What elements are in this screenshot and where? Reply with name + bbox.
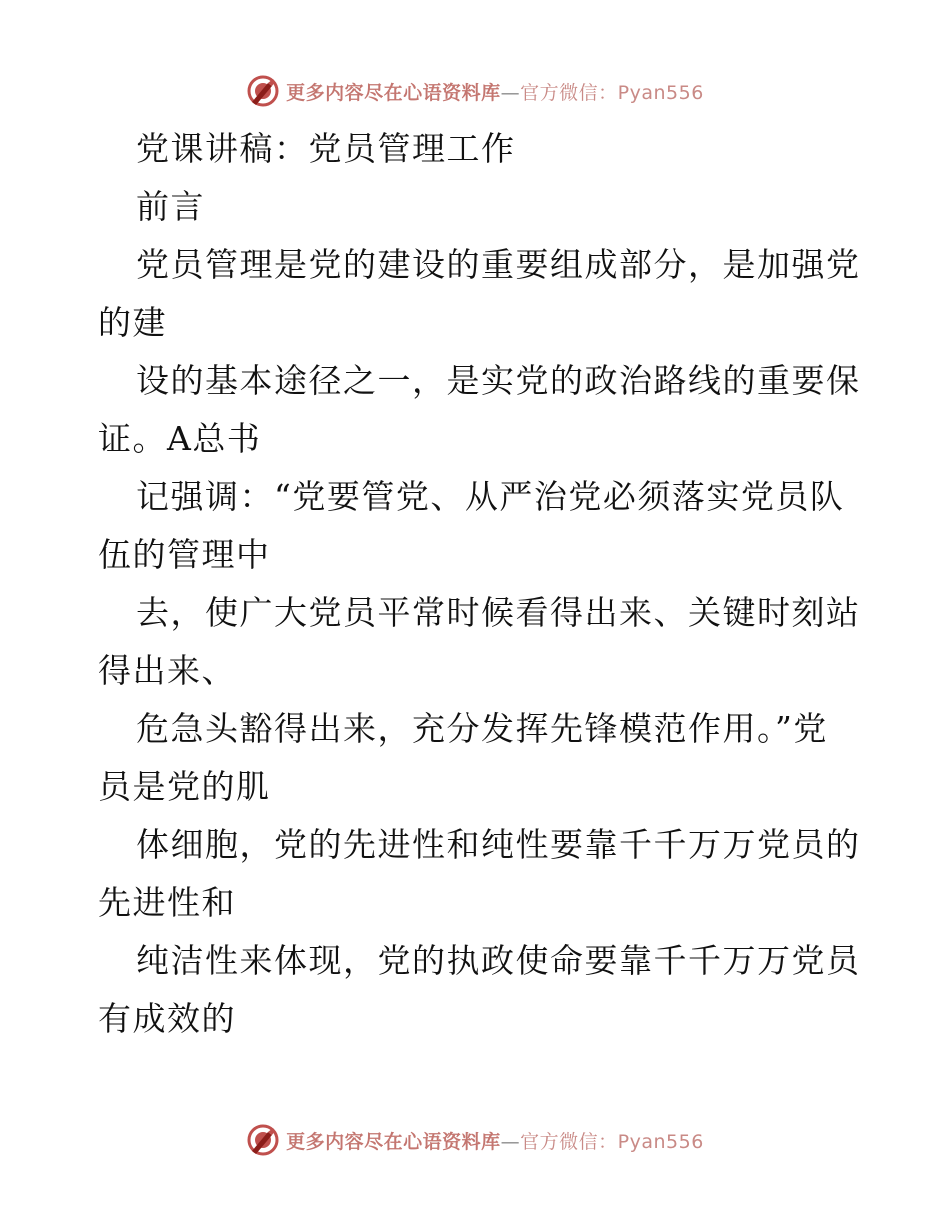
document-body — [98, 120, 861, 1048]
header-site-text: 更多内容尽在心语资料库 — [286, 81, 501, 104]
document-title: 党课讲稿：党员管理工作 — [136, 129, 516, 168]
paragraph-line: 危急头豁得出来，充分发挥先锋模范作用。”党 — [136, 709, 828, 748]
header-wechat-text: 官方微信：Pyan556 — [520, 81, 704, 104]
header-banner-text — [286, 78, 704, 105]
paragraph-line: 党员管理是党的建设的重要组成部分，是加强党 — [136, 245, 861, 284]
header-separator: — — [500, 81, 521, 104]
pen-logo-icon — [246, 1123, 280, 1157]
footer-wechat-text: 官方微信：Pyan556 — [520, 1130, 704, 1153]
paragraph-line-wrap: 得出来、 — [98, 651, 236, 690]
paragraph-line-wrap: 员是党的肌 — [98, 767, 271, 806]
footer-separator: — — [500, 1130, 521, 1153]
footer-site-text: 更多内容尽在心语资料库 — [286, 1130, 501, 1153]
paragraph-line-wrap: 证。A总书 — [98, 419, 262, 458]
paragraph-line: 设的基本途径之一，是实党的政治路线的重要保 — [136, 361, 861, 400]
paragraph-line-wrap: 有成效的 — [98, 999, 236, 1038]
footer-banner — [0, 1120, 950, 1160]
paragraph-line: 纯洁性来体现，党的执政使命要靠千千万万党员 — [136, 941, 861, 980]
paragraph-line: 记强调：“党要管党、从严治党必须落实党员队 — [136, 477, 845, 516]
footer-banner-text — [286, 1127, 704, 1154]
section-heading: 前言 — [136, 187, 205, 226]
paragraph-line: 体细胞，党的先进性和纯性要靠千千万万党员的 — [136, 825, 861, 864]
paragraph-line-wrap: 伍的管理中 — [98, 535, 271, 574]
header-banner — [0, 71, 950, 111]
paragraph-line: 去，使广大党员平常时候看得出来、关键时刻站 — [136, 593, 861, 632]
paragraph-line-wrap: 先进性和 — [98, 883, 236, 922]
pen-logo-icon — [246, 74, 280, 108]
paragraph-line-wrap: 的建 — [98, 303, 167, 342]
